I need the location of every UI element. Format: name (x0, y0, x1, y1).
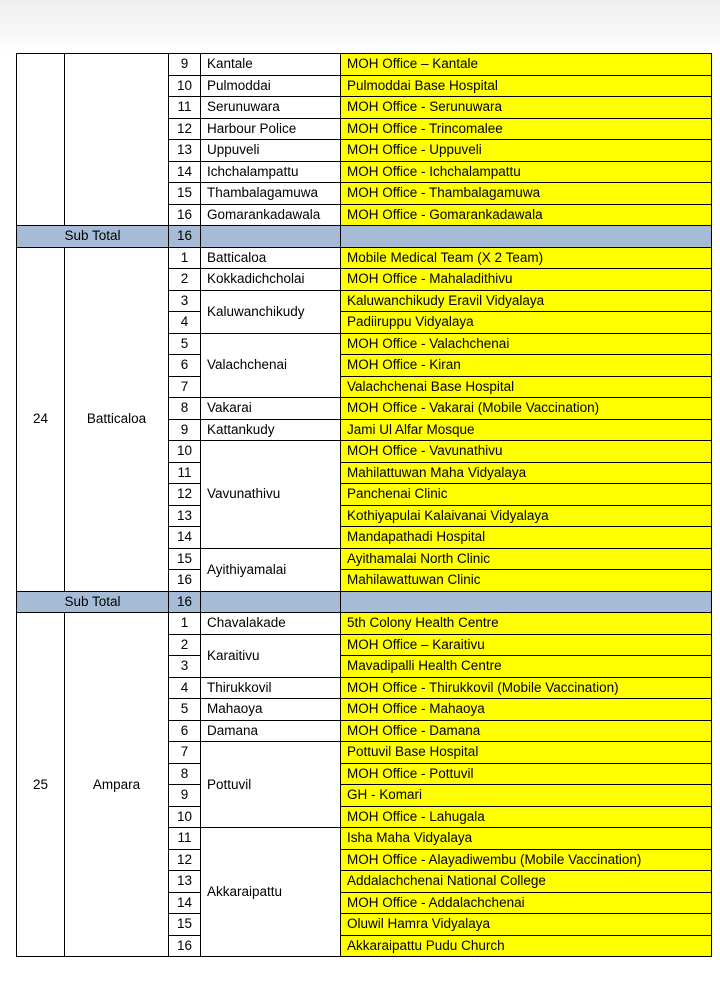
page-top-band (0, 0, 720, 52)
subtotal-label: Sub Total (17, 226, 169, 248)
centre-number-cell: 5 (169, 333, 201, 355)
moh-area-cell: Ayithiyamalai (201, 548, 341, 591)
centre-number-cell: 1 (169, 247, 201, 269)
vaccination-location-cell: Isha Maha Vidyalaya (341, 828, 712, 850)
centre-number-cell: 11 (169, 828, 201, 850)
centre-number-cell: 10 (169, 75, 201, 97)
moh-area-cell: Kaluwanchikudy (201, 290, 341, 333)
moh-area-cell: Kokkadichcholai (201, 269, 341, 291)
centre-number-cell: 16 (169, 570, 201, 592)
district-name-cell (65, 54, 169, 226)
vaccination-location-cell: Mandapathadi Hospital (341, 527, 712, 549)
centre-number-cell: 3 (169, 656, 201, 678)
vaccination-location-cell: MOH Office - Ichchalampattu (341, 161, 712, 183)
vaccination-location-cell: Akkaraipattu Pudu Church (341, 935, 712, 957)
vaccination-location-cell: Valachchenai Base Hospital (341, 376, 712, 398)
vaccination-location-cell: MOH Office - Thirukkovil (Mobile Vaccination) (341, 677, 712, 699)
vaccination-location-cell: Mavadipalli Health Centre (341, 656, 712, 678)
centre-number-cell: 9 (169, 785, 201, 807)
centre-number-cell: 14 (169, 161, 201, 183)
moh-area-cell: Damana (201, 720, 341, 742)
moh-area-cell: Kattankudy (201, 419, 341, 441)
subtotal-empty-cell (201, 226, 341, 248)
table-body (17, 54, 712, 957)
vaccination-location-cell: GH - Komari (341, 785, 712, 807)
moh-area-cell: Valachchenai (201, 333, 341, 398)
vaccination-location-cell: MOH Office - Valachchenai (341, 333, 712, 355)
moh-area-cell: Vavunathivu (201, 441, 341, 549)
centre-number-cell: 10 (169, 441, 201, 463)
vaccination-centres-table (16, 53, 712, 957)
vaccination-location-cell: MOH Office - Gomarankadawala (341, 204, 712, 226)
moh-area-cell: Ichchalampattu (201, 161, 341, 183)
vaccination-location-cell: MOH Office – Karaitivu (341, 634, 712, 656)
district-name-cell: Ampara (65, 613, 169, 957)
centre-number-cell: 6 (169, 355, 201, 377)
centre-number-cell: 16 (169, 935, 201, 957)
vaccination-location-cell: Panchenai Clinic (341, 484, 712, 506)
moh-area-cell: Uppuveli (201, 140, 341, 162)
moh-area-cell: Pulmoddai (201, 75, 341, 97)
vaccination-location-cell: Addalachchenai National College (341, 871, 712, 893)
vaccination-location-cell: Pulmoddai Base Hospital (341, 75, 712, 97)
centre-number-cell: 6 (169, 720, 201, 742)
vaccination-location-cell: Oluwil Hamra Vidyalaya (341, 914, 712, 936)
moh-area-cell: Thambalagamuwa (201, 183, 341, 205)
district-number-cell: 25 (17, 613, 65, 957)
centre-number-cell: 1 (169, 613, 201, 635)
centre-number-cell: 14 (169, 892, 201, 914)
vaccination-location-cell: Kaluwanchikudy Eravil Vidyalaya (341, 290, 712, 312)
subtotal-empty-cell (341, 591, 712, 613)
district-number-cell: 24 (17, 247, 65, 591)
moh-area-cell: Chavalakade (201, 613, 341, 635)
centre-number-cell: 2 (169, 634, 201, 656)
subtotal-empty-cell (201, 591, 341, 613)
centre-number-cell: 13 (169, 871, 201, 893)
moh-area-cell: Akkaraipattu (201, 828, 341, 957)
centre-number-cell: 12 (169, 484, 201, 506)
vaccination-location-cell: MOH Office - Vakarai (Mobile Vaccination) (341, 398, 712, 420)
vaccination-location-cell: MOH Office - Pottuvil (341, 763, 712, 785)
subtotal-empty-cell (341, 226, 712, 248)
centre-number-cell: 3 (169, 290, 201, 312)
table-row (17, 613, 712, 635)
centre-number-cell: 7 (169, 376, 201, 398)
centre-number-cell: 10 (169, 806, 201, 828)
subtotal-row (17, 591, 712, 613)
moh-area-cell: Mahaoya (201, 699, 341, 721)
vaccination-location-cell: MOH Office - Addalachchenai (341, 892, 712, 914)
centre-number-cell: 12 (169, 849, 201, 871)
centre-number-cell: 15 (169, 914, 201, 936)
moh-area-cell: Gomarankadawala (201, 204, 341, 226)
subtotal-label: Sub Total (17, 591, 169, 613)
vaccination-location-cell: Jami Ul Alfar Mosque (341, 419, 712, 441)
centre-number-cell: 12 (169, 118, 201, 140)
centre-number-cell: 15 (169, 548, 201, 570)
centre-number-cell: 8 (169, 763, 201, 785)
centre-number-cell: 2 (169, 269, 201, 291)
centre-number-cell: 14 (169, 527, 201, 549)
vaccination-location-cell: Ayithamalai North Clinic (341, 548, 712, 570)
centre-number-cell: 15 (169, 183, 201, 205)
centre-number-cell: 13 (169, 140, 201, 162)
table-row (17, 54, 712, 76)
centre-number-cell: 5 (169, 699, 201, 721)
centre-number-cell: 4 (169, 312, 201, 334)
vaccination-location-cell: MOH Office – Kantale (341, 54, 712, 76)
district-number-cell (17, 54, 65, 226)
vaccination-location-cell: Kothiyapulai Kalaivanai Vidyalaya (341, 505, 712, 527)
centre-number-cell: 9 (169, 54, 201, 76)
vaccination-location-cell: MOH Office - Damana (341, 720, 712, 742)
vaccination-location-cell: MOH Office - Alayadiwembu (Mobile Vaccination) (341, 849, 712, 871)
vaccination-location-cell: MOH Office - Kiran (341, 355, 712, 377)
centre-number-cell: 16 (169, 204, 201, 226)
vaccination-location-cell: Padiiruppu Vidyalaya (341, 312, 712, 334)
vaccination-location-cell: MOH Office - Serunuwara (341, 97, 712, 119)
subtotal-row (17, 226, 712, 248)
vaccination-location-cell: 5th Colony Health Centre (341, 613, 712, 635)
table-row (17, 247, 712, 269)
vaccination-location-cell: MOH Office - Trincomalee (341, 118, 712, 140)
vaccination-location-cell: Pottuvil Base Hospital (341, 742, 712, 764)
vaccination-location-cell: Mahilattuwan Maha Vidyalaya (341, 462, 712, 484)
vaccination-location-cell: Mobile Medical Team (X 2 Team) (341, 247, 712, 269)
subtotal-value: 16 (169, 591, 201, 613)
centre-number-cell: 7 (169, 742, 201, 764)
moh-area-cell: Thirukkovil (201, 677, 341, 699)
centre-number-cell: 11 (169, 97, 201, 119)
moh-area-cell: Serunuwara (201, 97, 341, 119)
moh-area-cell: Kantale (201, 54, 341, 76)
centre-number-cell: 13 (169, 505, 201, 527)
centre-number-cell: 4 (169, 677, 201, 699)
moh-area-cell: Harbour Police (201, 118, 341, 140)
moh-area-cell: Karaitivu (201, 634, 341, 677)
centre-number-cell: 9 (169, 419, 201, 441)
vaccination-location-cell: MOH Office - Vavunathivu (341, 441, 712, 463)
vaccination-location-cell: MOH Office - Mahaladithivu (341, 269, 712, 291)
moh-area-cell: Vakarai (201, 398, 341, 420)
district-name-cell: Batticaloa (65, 247, 169, 591)
vaccination-location-cell: MOH Office - Uppuveli (341, 140, 712, 162)
centre-number-cell: 8 (169, 398, 201, 420)
vaccination-location-cell: Mahilawattuwan Clinic (341, 570, 712, 592)
vaccination-location-cell: MOH Office - Lahugala (341, 806, 712, 828)
moh-area-cell: Pottuvil (201, 742, 341, 828)
subtotal-value: 16 (169, 226, 201, 248)
moh-area-cell: Batticaloa (201, 247, 341, 269)
vaccination-location-cell: MOH Office - Mahaoya (341, 699, 712, 721)
vaccination-location-cell: MOH Office - Thambalagamuwa (341, 183, 712, 205)
centre-number-cell: 11 (169, 462, 201, 484)
